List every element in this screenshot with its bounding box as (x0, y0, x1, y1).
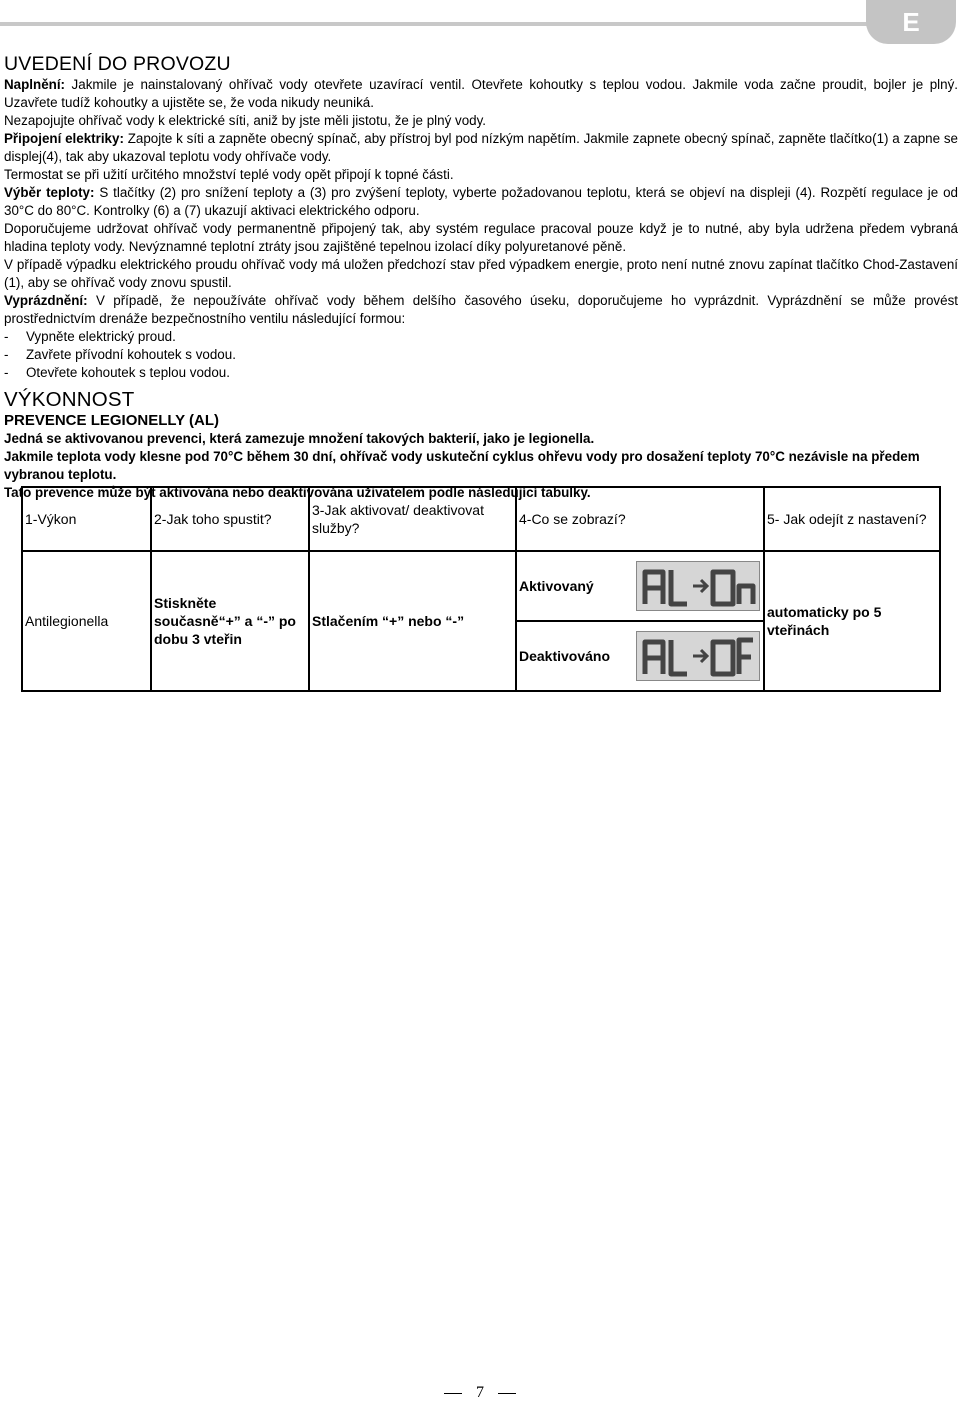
header-cell-spustit: 2-Jak toho spustit? (151, 487, 309, 551)
label-filling: Naplnění: (4, 77, 66, 92)
cell-state-on (516, 551, 764, 621)
list-item: - Zavřete přívodní kohoutek s vodou. (4, 347, 236, 362)
language-letter: E (902, 7, 920, 37)
label-activated: Aktivovaný (519, 578, 594, 594)
text-temperature: S tlačítky (2) pro snížení teploty a (3) pro zvýšení teploty, vyberte požadovanou teplotu, která se objeví na displeji (4). Rozpětí regulace je od 30°C do 80°C. Kontrolky (6) a (7) ukazují aktivaci elektrického odporu. (4, 185, 958, 218)
header-cell-odejit: 5- Jak odejít z nastavení? (764, 487, 940, 551)
display-al-off-icon (636, 631, 760, 681)
list-item: - Vypněte elektrický proud. (4, 329, 176, 344)
header-cell-aktivovat: 3-Jak aktivovat/ deaktivovat služby? (309, 487, 516, 551)
paragraph-warning: Nezapojujte ohřívač vody k elektrické síti, aniž by jste měli jistotu, že je plný vody. (4, 113, 487, 128)
table-row (22, 551, 940, 621)
paragraph-recommend: Doporučujeme udržovat ohřívač vody permanentně připojený tak, aby systém regulace pracoval pouze když je to nutné, aby byla udržena předem vybraná hladina teploty vody. Nevýznamné teplotní ztráty jsou zajištěné tepelnou izolací díky polyuretanové pěně. (4, 221, 958, 254)
legionella-table (21, 486, 941, 692)
text-drain: V případě, že nepoužíváte ohřívač vody během delšího časového úseku, doporučujeme ho vyprázdnit. Vyprázdnění se může provést prostřednictvím drenáže bezpečnostního ventilu následující formou: (4, 293, 958, 326)
document-body (4, 52, 958, 502)
language-tab (866, 0, 956, 44)
step-1: Vypněte elektrický proud. (26, 329, 176, 344)
label-deactivated: Deaktivováno (519, 648, 611, 664)
footer-rule-right (498, 1393, 516, 1394)
paragraph-legionella-1: Jedná se aktivovanou prevenci, která zamezuje množení takových bakterií, jako je legionella. (4, 431, 595, 446)
paragraph-legionella-3: Tato prevence může být aktivována nebo deaktivována uživatelem podle následující tabulky. (4, 485, 591, 500)
step-2: Zavřete přívodní kohoutek s vodou. (26, 347, 236, 362)
section-title-uvedeni: UVEDENÍ DO PROVOZU (4, 53, 231, 75)
section-title-vykonnost: VÝKONNOST (4, 388, 135, 411)
page-footer (0, 1384, 960, 1402)
paragraph-filling (4, 76, 958, 112)
table-header-row (22, 487, 940, 551)
step-3: Otevřete kohoutek s teplou vodou. (26, 365, 230, 380)
paragraph-electric (4, 130, 958, 166)
cell-state-off (516, 621, 764, 691)
header-cell-vykon: 1-Výkon (22, 487, 151, 551)
paragraph-legionella-2: Jakmile teplota vody klesne pod 70°C během 30 dní, ohřívač vody uskuteční cyklus ohřevu vody pro dosažení teploty 70°C nezávisle na předem vybranou teplotu. (4, 449, 920, 482)
label-drain: Vyprázdnění: (4, 293, 88, 308)
footer-rule-left (444, 1393, 462, 1394)
header-rule (0, 22, 900, 26)
text-filling: Jakmile je nainstalovaný ohřívač vody otevřete uzavírací ventil. Otevřete kohoutky s teplou vodou. Jakmile voda začne proudit, bojler je plný. Uzavřete tudíž kohoutky a ujistěte se, že voda nikudy neuniká. (4, 77, 958, 110)
display-al-on-icon (636, 561, 760, 611)
subtitle-legionella: PREVENCE LEGIONELLY (AL) (4, 412, 220, 429)
paragraph-drain (4, 292, 958, 328)
cell-activate-instructions: Stlačením “+” nebo “-” (309, 551, 516, 691)
cell-exit-instructions: automaticky po 5 vteřinách (764, 551, 940, 691)
page-number: 7 (476, 1384, 484, 1401)
label-temperature: Výběr teploty: (4, 185, 95, 200)
text-electric: Zapojte k síti a zapněte obecný spínač, aby přístroj byl pod nízkým napětím. Jakmile zapnete obecný spínač, zapněte tlačítko(1) a zapne se displej(4), tak aby ukazoval teplotu vody ohřívače vody. (4, 131, 958, 164)
label-electric: Připojení elektriky: (4, 131, 124, 146)
paragraph-power-failure: V případě výpadku elektrického proudu ohřívač vody má uložen předchozí stav před výpadkem energie, proto není nutné znovu zapínat tlačítko Chod-Zastavení (1), aby se ohřívač vody znovu spustil. (4, 257, 958, 290)
cell-start-instructions: Stiskněte současně“+” a “-” po dobu 3 vteřin (151, 551, 309, 691)
list-item: - Otevřete kohoutek s teplou vodou. (4, 365, 230, 380)
paragraph-thermostat: Termostat se při užití určitého množství teplé vody opět připojí k topné části. (4, 167, 454, 182)
header-cell-zobrazi: 4-Co se zobrazí? (516, 487, 764, 551)
paragraph-temperature (4, 184, 958, 220)
cell-antilegionella: Antilegionella (22, 551, 151, 691)
